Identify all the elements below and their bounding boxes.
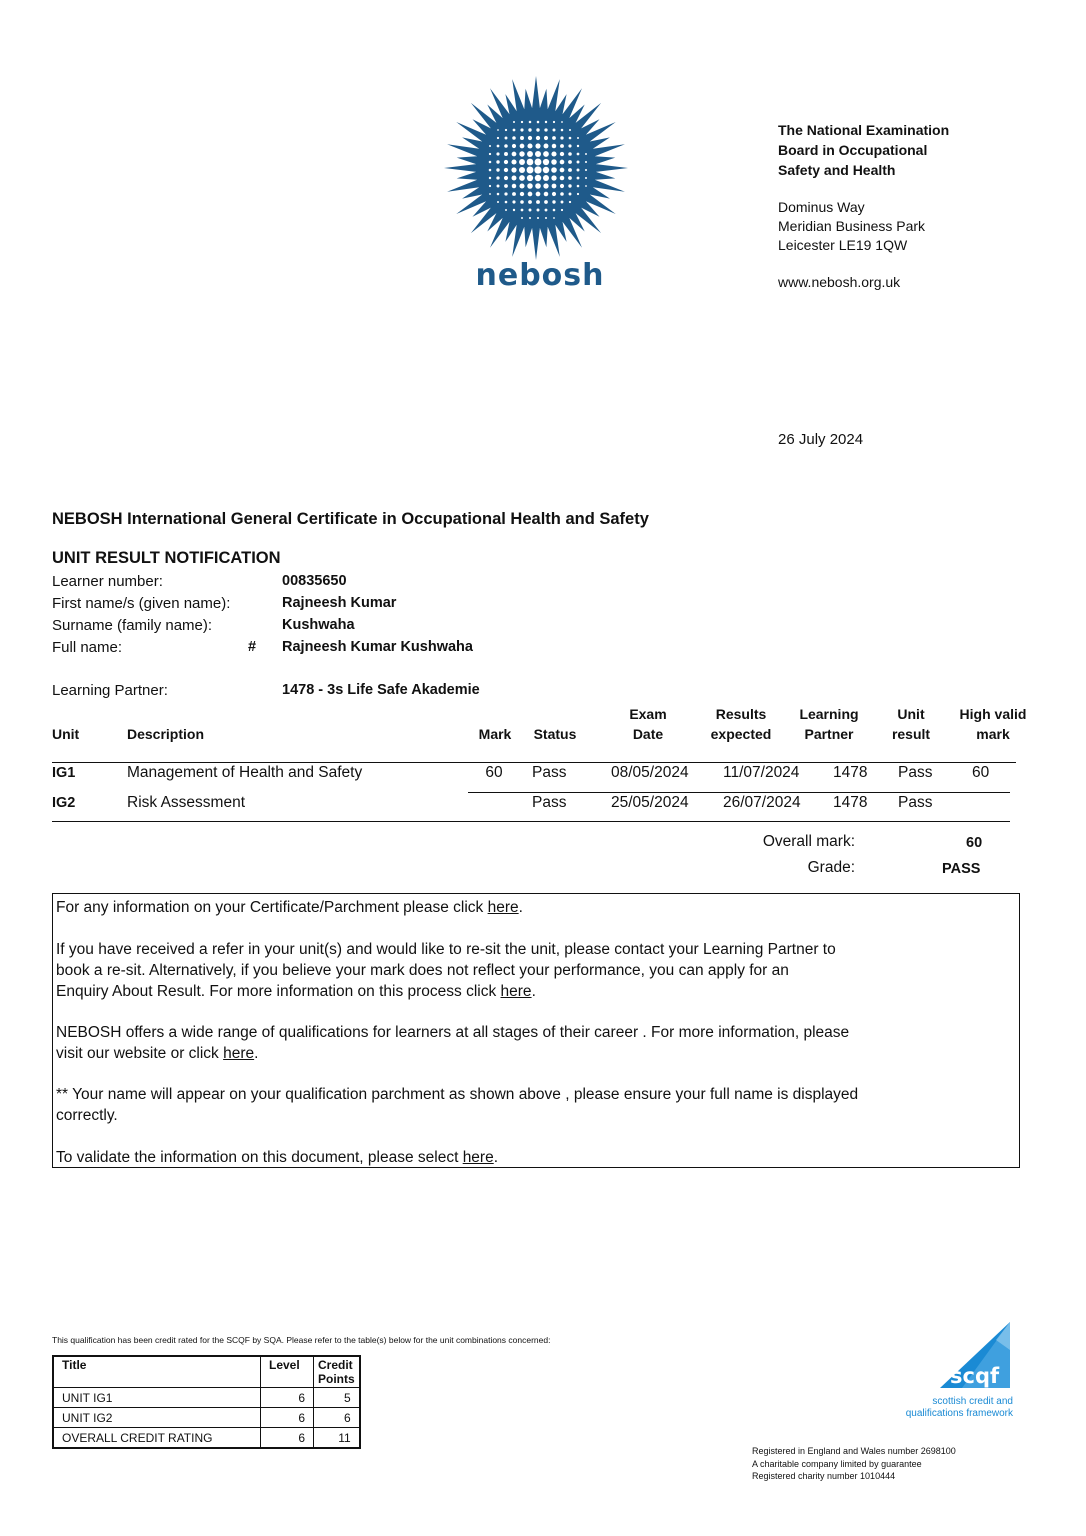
registration-line: Registered charity number 1010444 [752,1471,896,1481]
credit-header-line: Points [318,1372,355,1386]
registration-line: Registered in England and Wales number 2698100 [752,1446,956,1456]
first-name: Rajneesh Kumar [282,595,397,611]
full-name-label: Full name: [52,639,123,656]
credit-header-title: Title [53,1356,261,1388]
table-row [53,1388,360,1408]
credit-header-points [314,1356,360,1388]
credit-level: 6 [261,1428,314,1449]
credit-table-header [53,1356,360,1388]
nebosh-logo-word: nebosh [475,258,605,293]
qualifications-info [56,1022,956,1064]
row-unit-result: Pass [898,764,933,781]
info-text: ** Your name will appear on your qualification parchment as shown above , please ensure your full name is displayed [56,1086,859,1103]
row-high-valid-mark: 60 [972,764,990,781]
table-row [53,1408,360,1428]
surname: Kushwaha [282,617,355,633]
document-title: NEBOSH International General Certificate in Occupational Health and Safety [52,510,649,528]
scqf-logo-word: scqf [950,1364,1000,1388]
info-text: Enquiry About Result. For more information on this process click [56,983,501,1000]
info-text: For any information on your Certificate/Parchment please click [56,899,488,916]
grade-label: Grade: [807,859,855,876]
table-divider [52,762,1016,763]
scqf-logo [900,1320,1015,1425]
first-name-label: First name/s (given name): [52,595,231,612]
info-text: NEBOSH offers a wide range of qualifications for learners at all stages of their career . For more information, please [56,1024,850,1041]
credit-title: UNIT IG1 [53,1388,261,1408]
scqf-tagline-line: scottish credit and [932,1396,1013,1407]
row-unit-result: Pass [898,794,933,811]
info-text: If you have received a refer in your unit(s) and would like to re-sit the unit, please contact your Learning Partner to [56,941,836,958]
credit-points: 6 [314,1408,360,1428]
credit-header-line: Credit [318,1358,353,1372]
col-header-hvm-line: mark [976,726,1010,742]
row-unit: IG2 [52,795,76,811]
info-box [52,893,1020,1168]
row-unit: IG1 [52,765,76,781]
row-description: Management of Health and Safety [127,764,363,781]
info-text: correctly. [56,1107,118,1124]
row-status: Pass [532,794,567,811]
overall-mark-label: Overall mark: [762,833,855,850]
row-mark: 60 [485,764,503,781]
col-header-unit-result-line: Unit [897,706,925,722]
col-header-exam-date-line: Exam [629,706,667,722]
registration-line: A charitable company limited by guarantee [752,1458,922,1469]
org-line: The National Examination [778,122,950,138]
col-header-high-valid-mark [952,704,1034,744]
row-exam-date: 08/05/2024 [611,764,689,781]
credit-title: OVERALL CREDIT RATING [53,1428,261,1449]
info-text: . [531,983,536,1000]
credit-level: 6 [261,1388,314,1408]
col-header-hvm-line: High valid [959,706,1027,722]
full-name-marker: # [248,639,257,655]
col-header-partner-line: Learning [799,706,859,722]
grade: PASS [942,861,981,877]
learner-number-label: Learner number: [52,573,163,590]
certificate-here-link[interactable]: here [487,899,519,916]
col-header-status: Status [533,726,577,742]
col-header-results-line: expected [710,726,772,742]
document-subtitle: UNIT RESULT NOTIFICATION [52,549,281,567]
address-line: Dominus Way [778,199,865,215]
col-header-partner-line: Partner [804,726,854,742]
col-header-unit: Unit [52,726,80,742]
overall-mark: 60 [966,835,983,851]
credit-header-level: Level [261,1356,314,1388]
credit-level: 6 [261,1408,314,1428]
org-name [778,120,949,180]
name-info [56,1084,956,1126]
info-text: visit our website or click [56,1045,224,1062]
address-line: Leicester LE19 1QW [778,237,908,253]
row-status: Pass [532,764,567,781]
col-header-description: Description [127,726,205,742]
scqf-tagline [906,1396,1013,1420]
scqf-tagline-line: qualifications framework [905,1408,1013,1419]
learner-number: 00835650 [282,573,347,589]
credit-points: 5 [314,1388,360,1408]
org-address [778,198,925,255]
document-date: 26 July 2024 [778,431,864,448]
full-name: Rajneesh Kumar Kushwaha [282,639,473,655]
row-learning-partner: 1478 [833,794,868,811]
credit-title: UNIT IG2 [53,1408,261,1428]
validate-info [56,1147,956,1168]
address-line: Meridian Business Park [778,218,926,234]
row-results-expected: 26/07/2024 [723,794,801,811]
info-text: To validate the information on this document, please select [56,1149,463,1166]
registration-info [752,1445,956,1483]
col-header-exam-date [608,704,688,744]
learning-partner: 1478 - 3s Life Safe Akademie [282,682,480,698]
col-header-results-expected [700,704,782,744]
col-header-unit-result-line: result [891,726,931,742]
org-line: Safety and Health [778,162,896,178]
table-divider [468,792,1010,793]
website-link[interactable]: www.nebosh.org.uk [778,274,901,290]
table-row [53,1428,360,1449]
validate-here-link[interactable]: here [462,1149,494,1166]
info-text: . [493,1149,499,1166]
col-header-learning-partner [790,704,868,744]
learning-partner-label: Learning Partner: [52,682,168,699]
col-header-mark: Mark [478,726,512,742]
surname-label: Surname (family name): [52,617,213,634]
scqf-note: This qualification has been credit rated for the SCQF by SQA. Please refer to the table(s) below for the unit combinations concerned: [52,1335,551,1345]
col-header-exam-date-line: Date [632,726,664,742]
info-text: . [518,899,523,916]
table-divider [52,821,1010,822]
org-line: Board in Occupational [778,142,928,158]
info-text: . [254,1045,259,1062]
website-here-link[interactable]: here [223,1045,255,1062]
certificate-info [56,897,956,918]
resit-info [56,939,956,1002]
col-header-unit-result [880,704,942,744]
row-results-expected: 11/07/2024 [723,764,800,781]
col-header-results-line: Results [715,706,767,722]
credit-points: 11 [314,1428,360,1449]
row-exam-date: 25/05/2024 [611,794,689,811]
row-description: Risk Assessment [127,794,246,811]
info-text: book a re-sit. Alternatively, if you believe your mark does not reflect your performance, you can apply for an [56,962,789,979]
row-learning-partner: 1478 [833,764,868,781]
credit-table [52,1355,361,1449]
enquiry-here-link[interactable]: here [500,983,532,1000]
